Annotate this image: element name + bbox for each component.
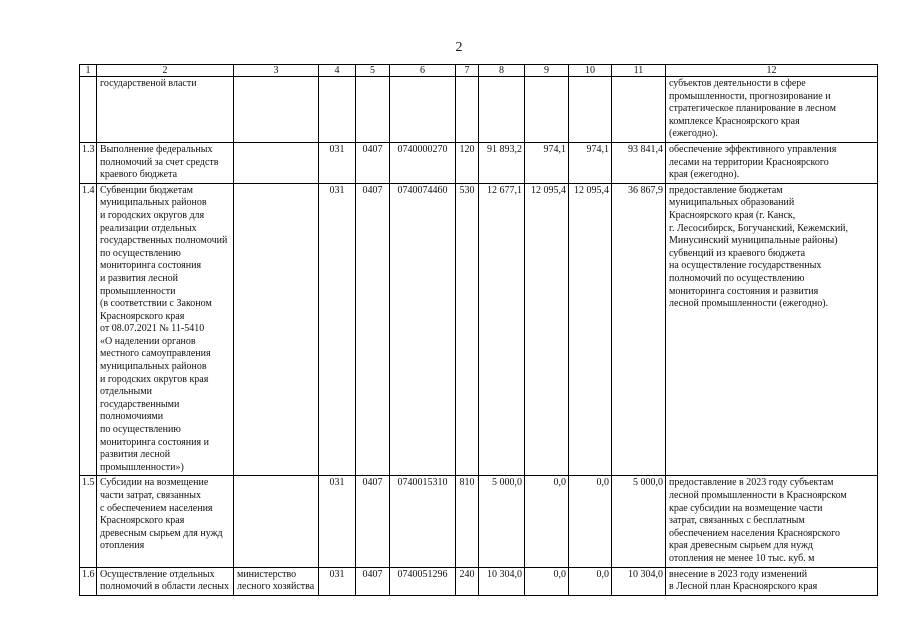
amount-year3: 0,0 — [569, 567, 612, 595]
vr-code: 240 — [456, 567, 479, 595]
rzpr-code — [356, 77, 390, 143]
row-number: 1.6 — [80, 567, 97, 595]
amount-total: 10 304,0 — [612, 567, 666, 595]
grbs-code: 031 — [319, 183, 356, 476]
measure-name: Субвенции бюджетам муниципальных районов и городских округов для реализации отдельных государственных полномочий по осуществлению мониторинга состояния и развития лесной промышленности (в соответствии с Законом Красноярского края от 08.07.2021 № 11-5410 «О наделении органов местного самоуправления муниципальных районов и городских округов края отдельными государственными полномочиями по осуществлению мониторинга состояния и развития лесной промышленности») — [97, 183, 234, 476]
vr-code — [456, 77, 479, 143]
amount-year3 — [569, 77, 612, 143]
expected-result: обеспечение эффективного управления лесами на территории Красноярского края (ежегодно). — [666, 142, 878, 183]
column-header: 9 — [525, 65, 569, 77]
column-header: 7 — [456, 65, 479, 77]
measure-name: Осуществление отдельных полномочий в области лесных — [97, 567, 234, 595]
rzpr-code: 0407 — [356, 567, 390, 595]
grbs-code: 031 — [319, 567, 356, 595]
budget-table — [79, 64, 878, 596]
table-row — [80, 476, 878, 567]
column-header: 3 — [234, 65, 319, 77]
amount-year1: 91 893,2 — [479, 142, 525, 183]
grbs-code — [319, 77, 356, 143]
column-header: 4 — [319, 65, 356, 77]
csr-code — [390, 77, 456, 143]
measure-name: Субсидии на возмещение части затрат, связанных с обеспечением населения Красноярского края древесным сырьем для нужд отопления — [97, 476, 234, 567]
rzpr-code: 0407 — [356, 183, 390, 476]
table-row — [80, 183, 878, 476]
grbs-code: 031 — [319, 142, 356, 183]
amount-year2: 0,0 — [525, 567, 569, 595]
csr-code: 0740051296 — [390, 567, 456, 595]
row-number: 1.4 — [80, 183, 97, 476]
column-header: 11 — [612, 65, 666, 77]
amount-year2: 12 095,4 — [525, 183, 569, 476]
executor: министерство лесного хозяйства — [234, 567, 319, 595]
amount-total: 93 841,4 — [612, 142, 666, 183]
table-row — [80, 142, 878, 183]
expected-result: предоставление бюджетам муниципальных образований Красноярского края (г. Канск, г. Лесосибирск, Богучанский, Кежемский, Минусинский муниципальные районы) субвенций из краевого бюджета на осуществление государственных полномочий по осуществлению мониторинга состояния и развития лесной промышленности (ежегодно). — [666, 183, 878, 476]
expected-result: внесение в 2023 году изменений в Лесной план Красноярского края — [666, 567, 878, 595]
rzpr-code: 0407 — [356, 476, 390, 567]
table-row — [80, 77, 878, 143]
amount-total: 36 867,9 — [612, 183, 666, 476]
amount-year1: 5 000,0 — [479, 476, 525, 567]
amount-year1: 12 677,1 — [479, 183, 525, 476]
amount-total — [612, 77, 666, 143]
row-number: 1.3 — [80, 142, 97, 183]
expected-result: предоставление в 2023 году субъектам лесной промышленности в Красноярском крае субсидии на возмещение части затрат, связанных с бесплатным обеспечением населения Красноярского края древесным сырьем для нужд отопления не менее 10 тыс. куб. м — [666, 476, 878, 567]
amount-year1 — [479, 77, 525, 143]
amount-year1: 10 304,0 — [479, 567, 525, 595]
page-number: 2 — [455, 40, 463, 55]
csr-code: 0740000270 — [390, 142, 456, 183]
amount-year3: 12 095,4 — [569, 183, 612, 476]
executor — [234, 476, 319, 567]
amount-year2: 974,1 — [525, 142, 569, 183]
amount-total: 5 000,0 — [612, 476, 666, 567]
amount-year3: 0,0 — [569, 476, 612, 567]
vr-code: 530 — [456, 183, 479, 476]
vr-code: 810 — [456, 476, 479, 567]
rzpr-code: 0407 — [356, 142, 390, 183]
executor — [234, 183, 319, 476]
table-header-row — [80, 65, 878, 77]
vr-code: 120 — [456, 142, 479, 183]
amount-year3: 974,1 — [569, 142, 612, 183]
table-row — [80, 567, 878, 595]
row-number: 1.5 — [80, 476, 97, 567]
csr-code: 0740015310 — [390, 476, 456, 567]
expected-result: субъектов деятельности в сфере промышленности, прогнозирование и стратегическое планирование в лесном комплексе Красноярского края (ежегодно). — [666, 77, 878, 143]
executor — [234, 142, 319, 183]
csr-code: 0740074460 — [390, 183, 456, 476]
column-header: 1 — [80, 65, 97, 77]
column-header: 12 — [666, 65, 878, 77]
measure-name: государственой власти — [97, 77, 234, 143]
column-header: 8 — [479, 65, 525, 77]
amount-year2: 0,0 — [525, 476, 569, 567]
executor — [234, 77, 319, 143]
column-header: 5 — [356, 65, 390, 77]
amount-year2 — [525, 77, 569, 143]
column-header: 10 — [569, 65, 612, 77]
row-number — [80, 77, 97, 143]
measure-name: Выполнение федеральных полномочий за счет средств краевого бюджета — [97, 142, 234, 183]
column-header: 6 — [390, 65, 456, 77]
column-header: 2 — [97, 65, 234, 77]
grbs-code: 031 — [319, 476, 356, 567]
